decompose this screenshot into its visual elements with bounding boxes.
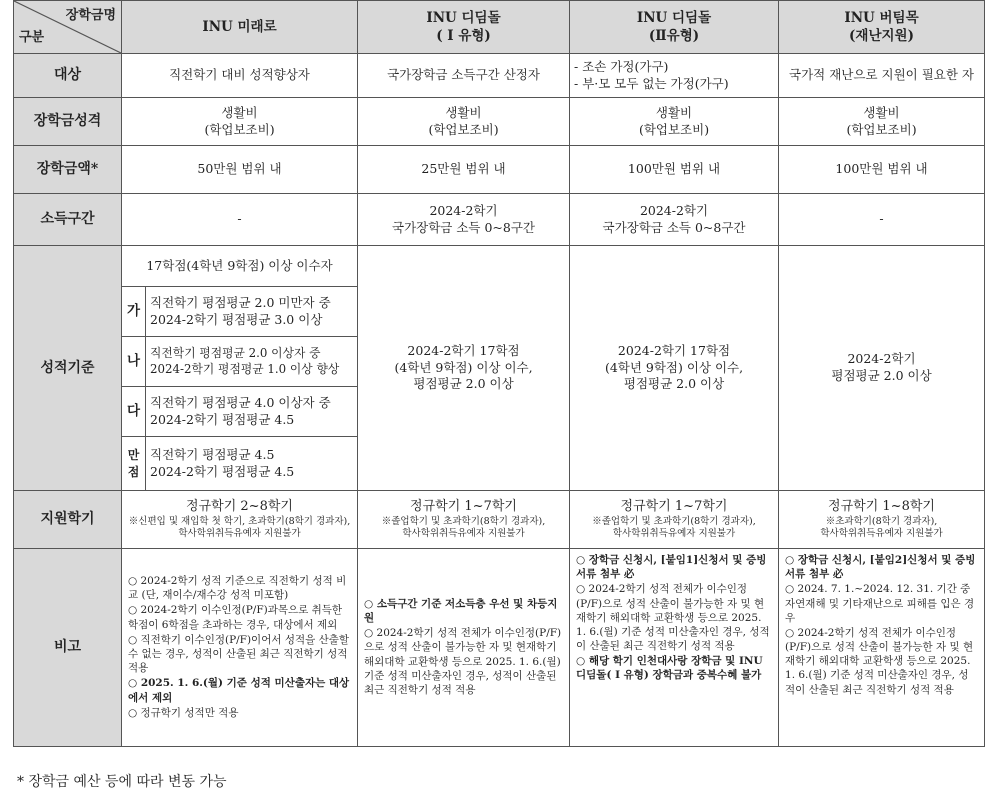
corner-scholarship-name: 장학금명: [65, 8, 116, 23]
row-label-nature: 장학금성격: [14, 98, 122, 146]
nature-c3: [570, 98, 779, 146]
row-label-amount: 장학금액*: [14, 146, 122, 194]
target-c3-line2: - 부·모 모두 없는 가정(가구): [574, 75, 729, 91]
semester-c2-sub1: ※졸업학기 및 초과학기(8학기 경과자),: [381, 515, 546, 527]
semester-c4-main: 정규학기 1~8학기: [828, 499, 935, 515]
remarks-c3-item3: ○ 해당 학기 인천대사랑 장학금 및 INU 디딤돌( I 유형) 장학금과 중복수혜 불가: [576, 655, 763, 682]
income-c4: -: [779, 194, 985, 246]
row-label-target: 대상: [14, 54, 122, 98]
grade-da-line2: 2024-2학기 평점평균 4.5: [150, 411, 295, 427]
income-c3: [570, 194, 779, 246]
remarks-c4: [779, 549, 985, 747]
income-c2-line1: 2024-2학기: [429, 202, 498, 218]
header-inu-didimdol-2: [570, 1, 779, 54]
grade-ga-line2: 2024-2학기 평점평균 3.0 이상: [150, 311, 323, 327]
nature-c1: [122, 98, 358, 146]
grade-c2-line1: 2024-2학기 17학점: [407, 342, 520, 358]
grade-letter-full: 만점: [122, 437, 146, 491]
grade-full-text: [146, 437, 358, 491]
nature-c2-line2: (학업보조비): [428, 121, 499, 137]
grade-ga-line1: 직전학기 평점평균 2.0 미만자 중: [150, 294, 331, 310]
row-label-remarks: 비고: [14, 549, 122, 747]
grade-da-line1: 직전학기 평점평균 4.0 이상자 중: [150, 394, 331, 410]
nature-c2: [358, 98, 570, 146]
amount-c1: 50만원 범위 내: [122, 146, 358, 194]
grade-ga-text: [146, 287, 358, 337]
header-col3-line1: INU 디딤돌: [636, 9, 712, 26]
remarks-c3: [570, 549, 779, 747]
amount-c3: 100만원 범위 내: [570, 146, 779, 194]
nature-c1-line1: 생활비: [221, 104, 258, 120]
income-c2-line2: 국가장학금 소득 0~8구간: [392, 219, 536, 235]
nature-c2-line1: 생활비: [445, 104, 482, 120]
remarks-c3-item2: ○ 2024-2학기 성적 전체가 이수인정(P/F)으로 성적 산출이 불가능한 자 및 현재학기 해외대학 교환학생 등으로 2025. 1. 6.(월) 기준 성적 미산출자인 경우, 성적이 산출된 최근 직전학기 성적 적용: [576, 583, 770, 653]
semester-c2: [358, 491, 570, 549]
header-col4-line1: INU 버팀목: [844, 9, 919, 26]
target-c1: 직전학기 대비 성적향상자: [122, 54, 358, 98]
semester-c2-sub2: 학사학위취득유예자 지원불가: [402, 528, 525, 540]
semester-c1-sub1: ※신편입 및 재입학 첫 학기, 초과학기(8학기 경과자),: [128, 515, 351, 527]
semester-c3-sub1: ※졸업학기 및 초과학기(8학기 경과자),: [592, 515, 756, 527]
remarks-c1-item3: ○ 직전학기 이수인정(P/F)이어서 성적을 산출할 수 없는 경우, 성적이 산출된 최근 직전학기 성적 적용: [128, 633, 350, 675]
target-c3-line1: - 조손 가정(가구): [574, 58, 669, 74]
nature-c3-line1: 생활비: [655, 104, 693, 120]
grade-c2-line2: (4학년 9학점) 이상 이수,: [394, 359, 533, 375]
remarks-c4-item2: ○ 2024. 7. 1.~2024. 12. 31. 기간 중 자연재해 및 기타재난으로 피해를 입은 경우: [785, 583, 975, 624]
target-c3: [570, 54, 779, 98]
semester-c4: [779, 491, 985, 549]
semester-c3-main: 정규학기 1~7학기: [620, 499, 728, 515]
grade-c4-line2: 평점평균 2.0 이상: [831, 368, 932, 383]
income-c2: [358, 194, 570, 246]
grade-c4-line1: 2024-2학기: [847, 351, 916, 367]
header-col4-line2: (재난지원): [849, 28, 914, 44]
remarks-c2: [358, 549, 570, 747]
income-c1: -: [122, 194, 358, 246]
grade-letter-da: 다: [122, 387, 146, 437]
header-col2-line1: INU 디딤돌: [426, 9, 501, 26]
header-inu-beotimmok: [779, 1, 985, 54]
semester-c4-sub1: ※초과학기(8학기 경과자),: [825, 515, 938, 527]
remarks-c2-item1: ○ 소득구간 기준 저소득층 우선 및 차등지원: [364, 597, 558, 625]
grade-full-line2: 2024-2학기 평점평균 4.5: [150, 463, 295, 479]
row-semester: [14, 491, 985, 549]
grade-da-text: [146, 387, 358, 437]
amount-c2: 25만원 범위 내: [358, 146, 570, 194]
semester-c1-sub2: 학사학위취득유예자 지원불가: [178, 528, 301, 540]
semester-c1: [122, 491, 358, 549]
header-col2-line2: ( I 유형): [436, 28, 491, 44]
nature-c4-line1: 생활비: [863, 104, 900, 120]
corner-category: 구분: [19, 30, 45, 46]
grade-na-line1: 직전학기 평점평균 2.0 이상자 중: [150, 345, 321, 360]
grade-c2: [358, 246, 570, 491]
semester-c4-sub2: 학사학위취득유예자 지원불가: [820, 528, 943, 540]
nature-c4-line2: (학업보조비): [846, 121, 917, 137]
grade-full-line1: 직전학기 평점평균 4.5: [150, 446, 275, 462]
header-row: [14, 1, 985, 54]
income-c3-line2: 국가장학금 소득 0~8구간: [602, 219, 746, 235]
target-c4: 국가적 재난으로 지원이 필요한 자: [779, 54, 985, 98]
row-label-income: 소득구간: [14, 194, 122, 246]
row-nature: [14, 98, 985, 146]
remarks-c1-item5: ○ 정규학기 성적만 적용: [128, 706, 239, 719]
grade-c3-line3: 평점평균 2.0 이상: [623, 376, 725, 392]
remarks-c4-item3: ○ 2024-2학기 성적 전체가 이수인정(P/F)으로 성적 산출이 불가능한 자 및 현재학기 해외대학 교환학생 등으로 2025. 1. 6.(월) 기준 성적 미산출자인 경우, 성적이 산출된 최근 직전학기 성적 적용: [785, 626, 974, 696]
semester-c2-main: 정규학기 1~7학기: [410, 499, 517, 515]
grade-c2-line3: 평점평균 2.0 이상: [413, 376, 514, 392]
row-income: [14, 194, 985, 246]
nature-c1-line2: (학업보조비): [204, 121, 275, 137]
grade-na-line2: 2024-2학기 평점평균 1.0 이상 향상: [150, 361, 340, 376]
header-inu-didimdol-1: [358, 1, 570, 54]
semester-c3: [570, 491, 779, 549]
remarks-c1-item2: ○ 2024-2학기 이수인정(P/F)과목으로 취득한 학점이 6학점을 초과하는 경우, 대상에서 제외: [128, 604, 343, 631]
grade-c3-line1: 2024-2학기 17학점: [617, 342, 731, 358]
remarks-c3-item1: ○ 장학금 신청시, [붙임1]신청서 및 증빙서류 첨부 必: [576, 554, 767, 581]
target-c2: 국가장학금 소득구간 산정자: [358, 54, 570, 98]
grade-letter-na: 나: [122, 337, 146, 387]
row-label-semester: 지원학기: [14, 491, 122, 549]
semester-c3-sub2: 학사학위취득유예자 지원불가: [612, 528, 736, 540]
header-col3-line2: (Ⅱ유형): [648, 28, 700, 44]
remarks-c1-item1: ○ 2024-2학기 성적 기준으로 직전학기 성적 비교 (단, 재이수/재수강 성적 미포함): [128, 575, 347, 602]
grade-c3: [570, 246, 779, 491]
semester-c1-main: 정규학기 2~8학기: [186, 499, 293, 515]
header-col1-label: INU 미래로: [202, 18, 277, 35]
grade-letter-ga: 가: [122, 287, 146, 337]
row-remarks: [14, 549, 985, 747]
row-grade-top: [14, 246, 985, 287]
row-amount: [14, 146, 985, 194]
grade-na-text: [146, 337, 358, 387]
grade-c3-line2: (4학년 9학점) 이상 이수,: [604, 359, 744, 375]
remarks-c1-item4: ○ 2025. 1. 6.(월) 기준 성적 미산출자는 대상에서 제외: [128, 677, 350, 704]
row-target: [14, 54, 985, 98]
footnote: * 장학금 예산 등에 따라 변동 가능: [17, 774, 227, 790]
scholarship-table: [13, 0, 985, 747]
row-label-grade: 성적기준: [14, 246, 122, 491]
grade-c1-top: 17학점(4학년 9학점) 이상 이수자: [122, 246, 358, 287]
remarks-c1: [122, 549, 358, 747]
header-inu-mirae: [122, 1, 358, 54]
nature-c4: [779, 98, 985, 146]
income-c3-line1: 2024-2학기: [639, 202, 709, 218]
nature-c3-line2: (학업보조비): [638, 121, 710, 137]
grade-c4: [779, 246, 985, 491]
header-corner-cell: [14, 1, 122, 54]
remarks-c4-item1: ○ 장학금 신청시, [붙임2]신청서 및 증빙서류 첨부 必: [785, 554, 976, 581]
remarks-c2-item2: ○ 2024-2학기 성적 전체가 이수인정(P/F)으로 성적 산출이 불가능한 자 및 현재학기 해외대학 교환학생 등으로 2025. 1. 6.(월) 기준 성적 미산출자인 경우, 성적이 산출된 최근 직전학기 성적 적용: [364, 627, 562, 696]
amount-c4: 100만원 범위 내: [779, 146, 985, 194]
